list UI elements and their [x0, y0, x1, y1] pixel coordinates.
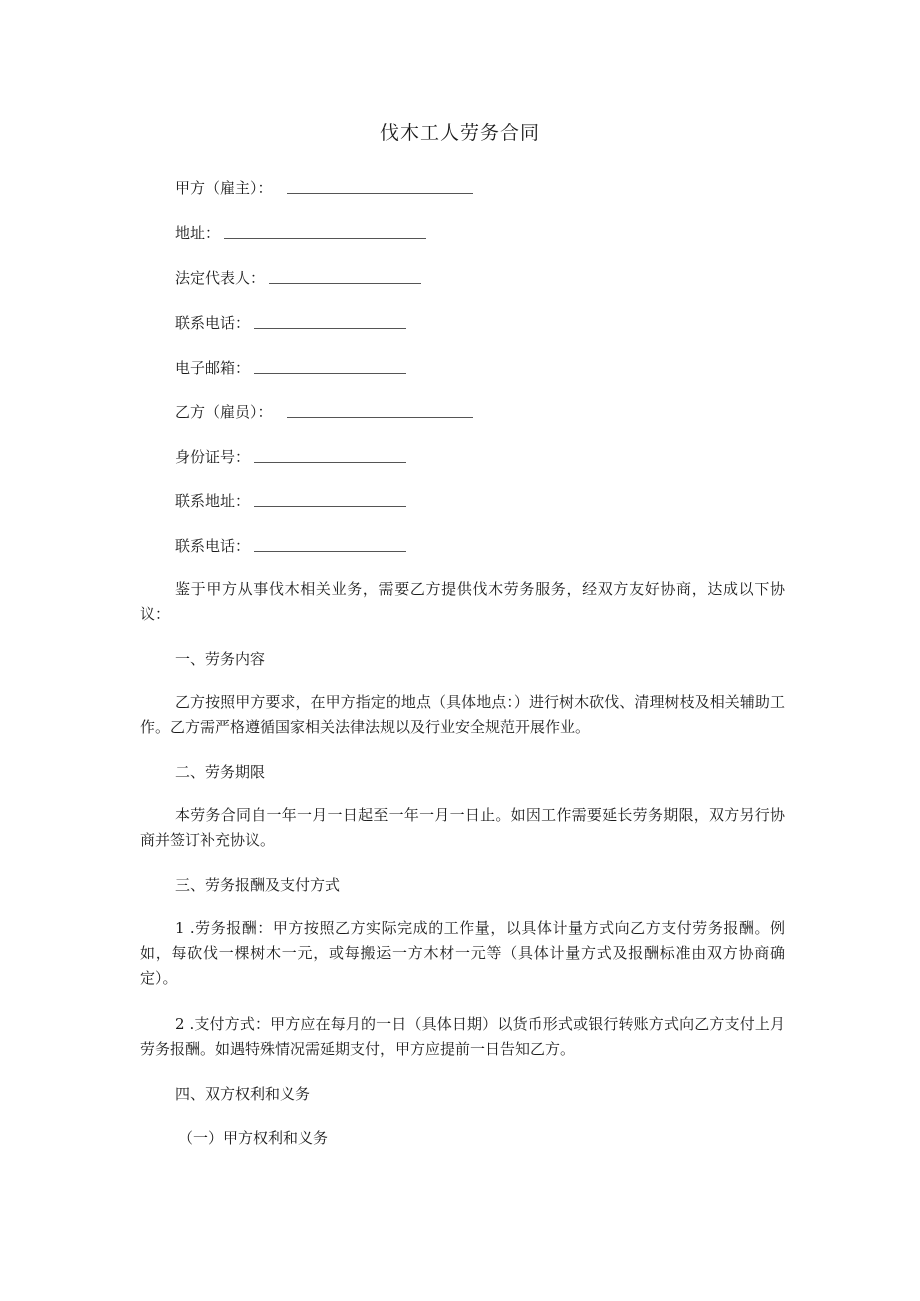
section-2-heading: 二、劳务期限: [175, 763, 266, 781]
legal-rep-field: [175, 266, 421, 290]
legal-rep-blank: [269, 266, 421, 284]
employer-phone-field: [175, 311, 406, 335]
address-blank: [224, 221, 426, 239]
id-number-field: [175, 445, 406, 469]
employer-field: [175, 176, 473, 200]
employee-field: [175, 400, 473, 424]
employer-label: 甲方（雇主）：: [175, 179, 273, 197]
id-number-blank: [254, 445, 406, 463]
contact-address-field: [175, 489, 406, 513]
section-1-paragraph: 乙方按照甲方要求，在甲方指定的地点（具体地点：）进行树木砍伐、清理树枝及相关辅助工作。乙方需严格遵循国家相关法律法规以及行业安全规范开展作业。: [140, 693, 785, 736]
id-number-label: 身份证号：: [175, 448, 251, 466]
employee-blank: [287, 400, 473, 418]
contact-address-blank: [254, 489, 406, 507]
section-4-subheading-1: （一）甲方权利和义务: [178, 1129, 329, 1147]
email-label: 电子邮箱：: [175, 359, 251, 377]
employer-phone-blank: [254, 311, 406, 329]
document-title: 伐木工人劳务合同: [379, 122, 540, 144]
employee-phone-blank: [254, 534, 406, 552]
section-2-paragraph: 本劳务合同自一年一月一日起至一年一月一日止。如因工作需要延长劳务期限，双方另行协商并签订补充协议。: [140, 806, 785, 849]
address-label: 地址：: [175, 224, 221, 242]
section-4-heading: 四、双方权利和义务: [175, 1085, 311, 1103]
preamble-paragraph: 鉴于甲方从事伐木相关业务，需要乙方提供伐木劳务服务，经双方友好协商，达成以下协议：: [140, 580, 785, 623]
employee-phone-label: 联系电话：: [175, 537, 251, 555]
employee-phone-field: [175, 534, 406, 558]
email-blank: [254, 356, 406, 374]
section-1-heading: 一、劳务内容: [175, 650, 266, 668]
legal-rep-label: 法定代表人：: [175, 269, 266, 287]
section-3-heading: 三、劳务报酬及支付方式: [175, 876, 341, 894]
employer-blank: [287, 176, 473, 194]
employee-label: 乙方（雇员）：: [175, 403, 273, 421]
contact-address-label: 联系地址：: [175, 492, 251, 510]
address-field: [175, 221, 426, 245]
employer-phone-label: 联系电话：: [175, 314, 251, 332]
section-3-item-1: 1 .劳务报酬：甲方按照乙方实际完成的工作量，以具体计量方式向乙方支付劳务报酬。例如，每砍伐一棵树木一元，或每搬运一方木材一元等（具体计量方式及报酬标准由双方协商确定）。: [140, 919, 785, 987]
email-field: [175, 356, 406, 380]
section-3-item-2: 2 .支付方式：甲方应在每月的一日（具体日期）以货币形式或银行转账方式向乙方支付上月劳务报酬。如遇特殊情况需延期支付，甲方应提前一日告知乙方。: [140, 1015, 785, 1058]
